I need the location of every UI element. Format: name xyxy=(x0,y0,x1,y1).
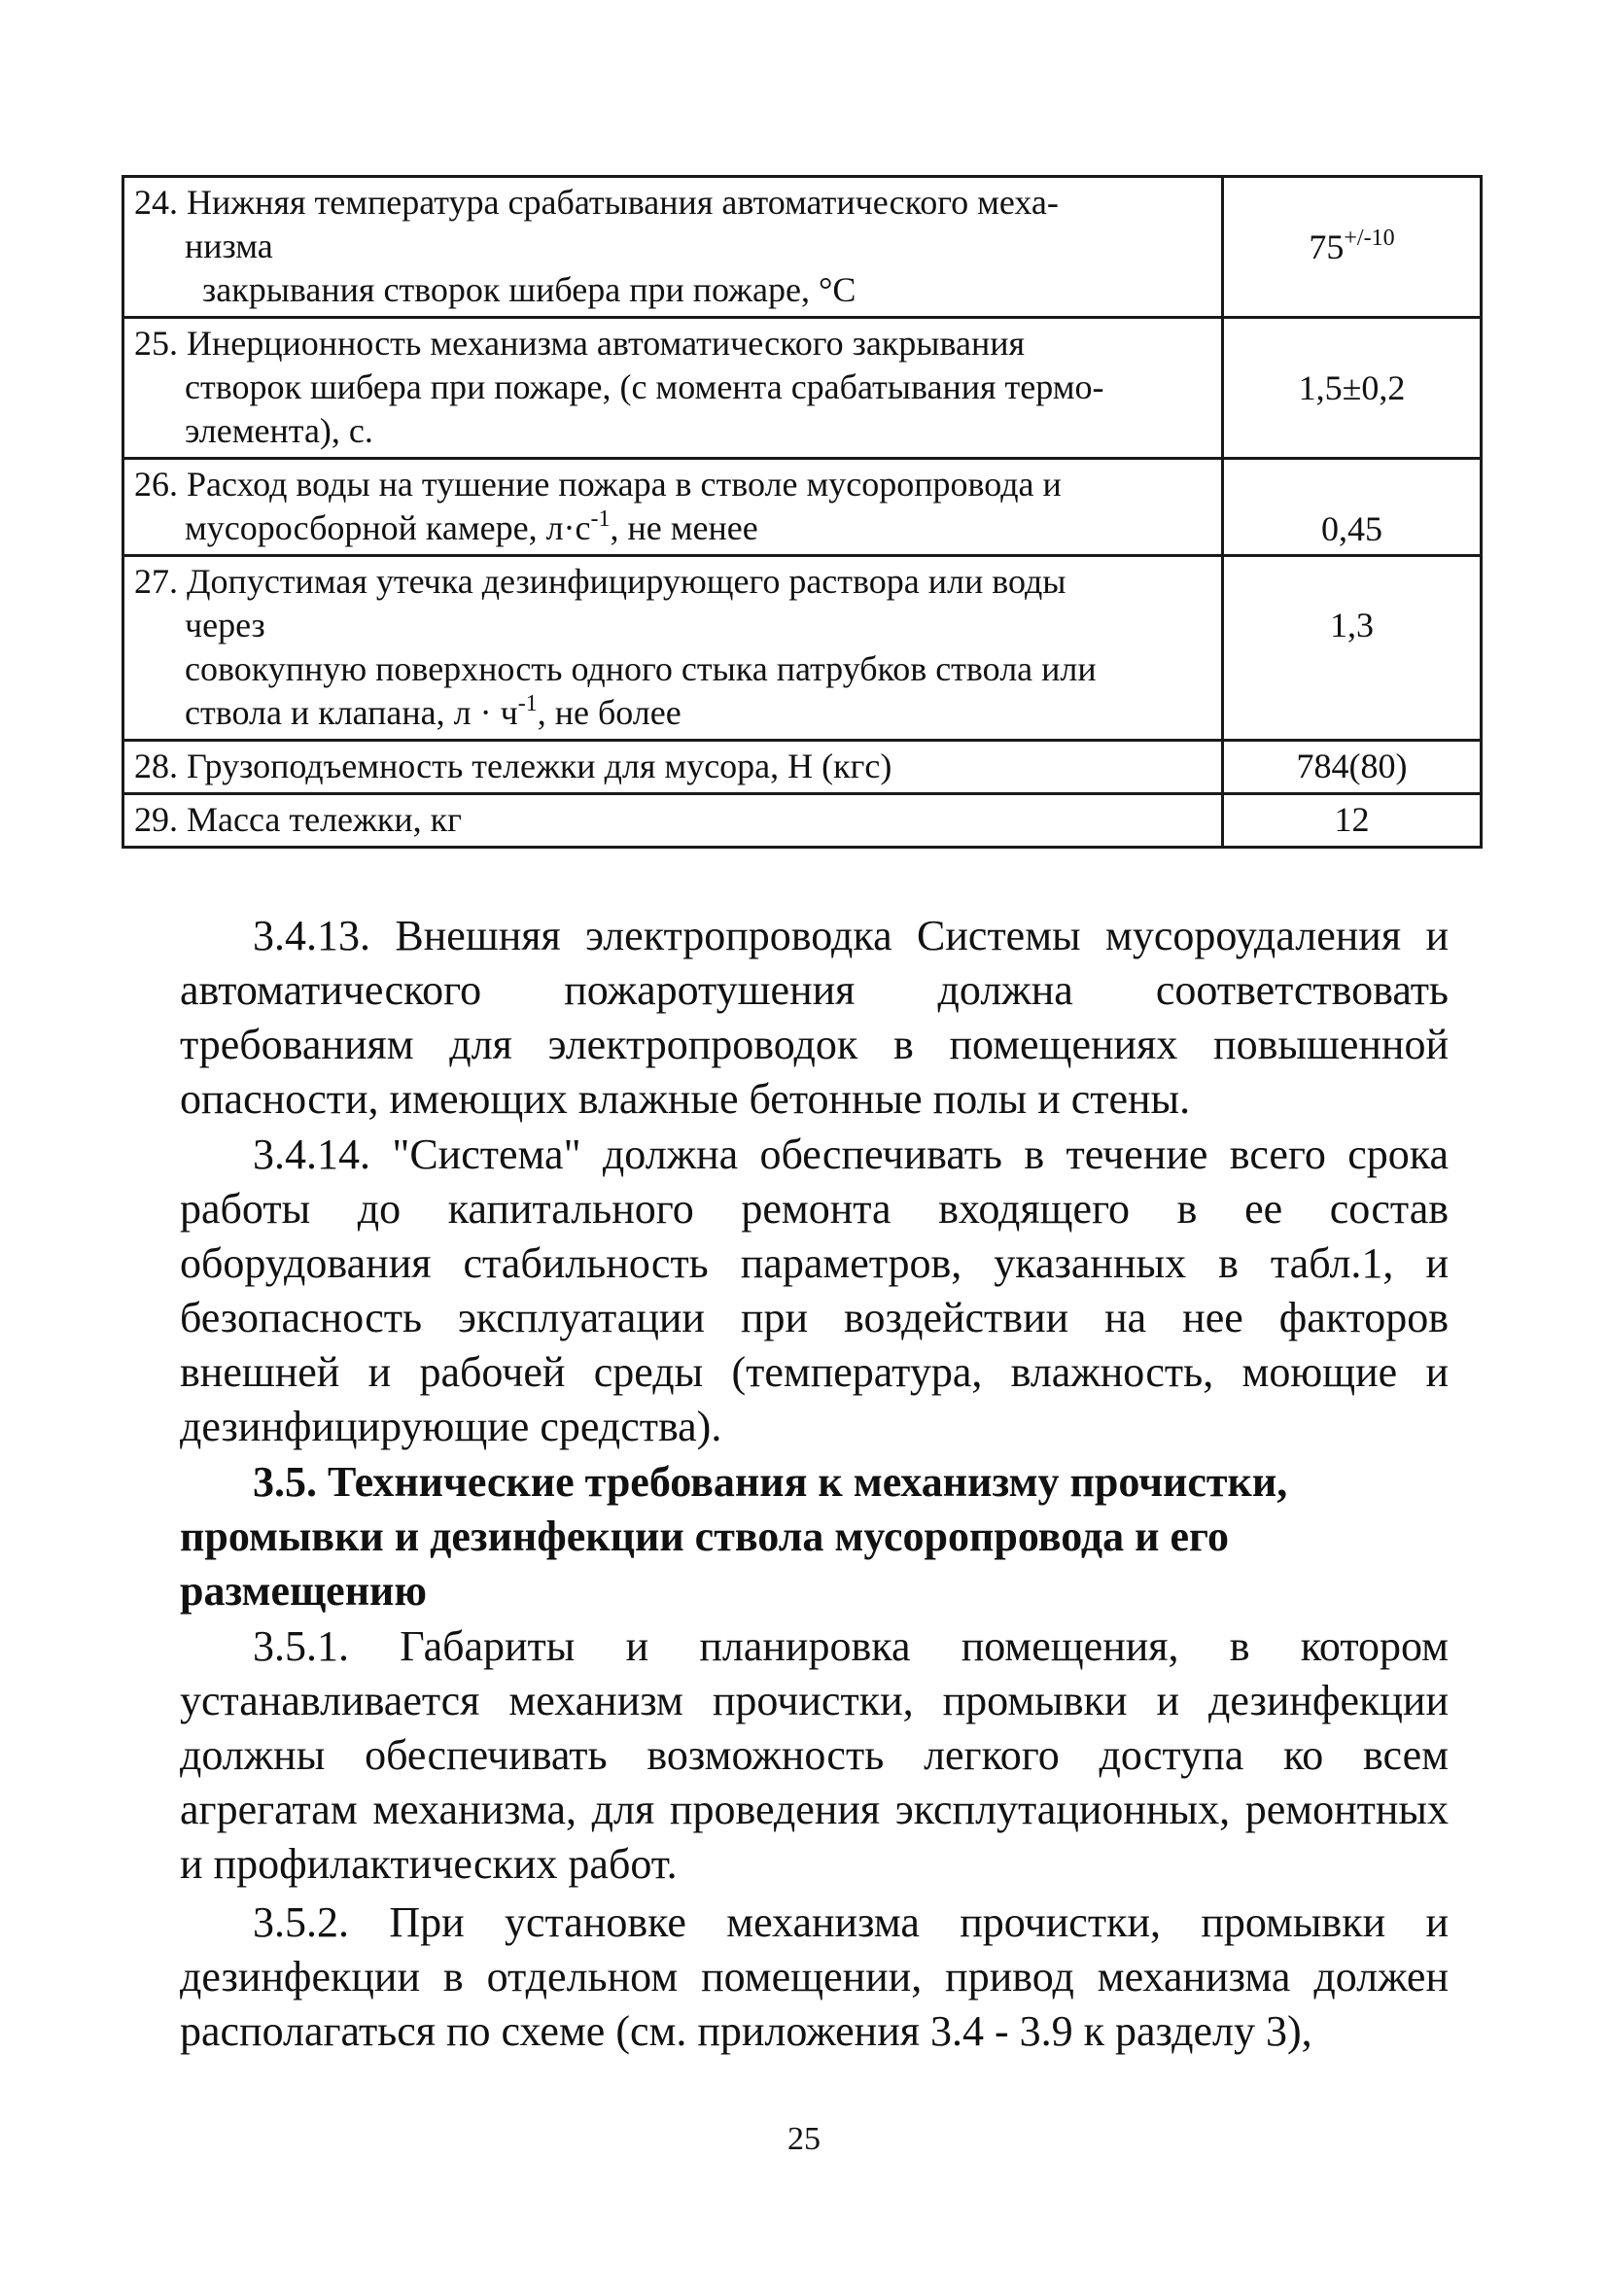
value-cell xyxy=(1223,794,1482,848)
value-cell xyxy=(1223,741,1482,794)
param-text: совокупную поверхность одного стыка патрубков ствола или xyxy=(185,649,1097,688)
value-text: 1,3 xyxy=(1330,606,1374,644)
table-row xyxy=(123,556,1482,741)
param-text: закрывания створок шибера при пожаре, °С xyxy=(202,270,856,309)
paragraph-3-4-14: 3.4.14. "Система" должна обеспечивать в течение всего срока работы до капитального ремонта входящего в ее состав оборудования стабильность параметров, указанных в табл.1, и безопасность эксплуатации при воздействии на нее факторов внешней и рабочей среды (температура, влажность, моющие и дезинфицирующие средства). xyxy=(180,1131,1449,1450)
value-cell xyxy=(1223,177,1482,318)
param-cell xyxy=(123,556,1223,741)
table-row xyxy=(123,794,1482,848)
spec-table xyxy=(122,175,1483,849)
param-text: 25. Инерционность механизма автоматического закрывания xyxy=(134,324,1026,363)
param-text: 24. Нижняя температура срабатывания автоматического меха- xyxy=(134,183,1059,222)
param-text: 29. Масса тележки, кг xyxy=(134,800,462,839)
page-number: 25 xyxy=(787,2121,821,2157)
section-heading-3-5: 3.5. Технические требования к механизму прочистки, промывки и дезинфекции ствола мусоропровода и его размещению xyxy=(180,1458,1288,1615)
table-row xyxy=(123,459,1482,556)
param-cell xyxy=(123,177,1223,318)
param-text: 26. Расход воды на тушение пожара в стволе мусоропровода и xyxy=(134,465,1062,504)
param-cell xyxy=(123,794,1223,848)
param-text: 27. Допустимая утечка дезинфицирующего раствора или воды xyxy=(134,562,1066,601)
value-text: 12 xyxy=(1334,800,1370,839)
value-cell xyxy=(1223,318,1482,459)
value-text: 75 xyxy=(1309,226,1345,266)
value-cell xyxy=(1223,459,1482,556)
param-text: 28. Грузоподъемность тележки для мусора, Н (кгс) xyxy=(134,747,892,785)
param-text: мусоросборной камере, $л\cdot с^{-1}$, не менее xyxy=(185,506,758,547)
table-row xyxy=(123,741,1482,794)
paragraph-3-5-1: 3.5.1. Габариты и планировка помещения, в котором устанавливается механизм прочистки, промывки и дезинфекции должны обеспечивать возможность легкого доступа ко всем агрегатам механизма, для проведения эксплутационных, ремонтных и профилактических работ. xyxy=(180,1622,1449,1888)
param-text: створок шибера при пожаре, (с момента срабатывания термо- xyxy=(185,367,1104,406)
param-text: низма xyxy=(185,226,273,265)
param-cell xyxy=(123,459,1223,556)
value-text: 1,5±0,2 xyxy=(1298,367,1406,407)
param-cell xyxy=(123,741,1223,794)
value-text: 0,45 xyxy=(1321,509,1382,548)
paragraph-3-5-2: 3.5.2. При установке механизма прочистки, промывки и дезинфекции в отдельном помещении, привод механизма должен располагаться по схеме (см. приложения 3.4 - 3.9 к разделу 3), xyxy=(180,1898,1449,2055)
value-superscript: +/-10 xyxy=(1344,225,1395,251)
table-row xyxy=(123,318,1482,459)
value-cell xyxy=(1223,556,1482,741)
value-text: 784(80) xyxy=(1296,747,1408,785)
table-row xyxy=(123,177,1482,318)
param-text: через xyxy=(185,606,265,644)
param-text: элемента), с. xyxy=(185,411,373,450)
param-text: ствола и клапана, $л \cdot ч^{-1}$, не более xyxy=(185,691,682,732)
paragraph-3-4-13: 3.4.13. Внешняя электропроводка Системы мусороудаления и автоматического пожаротушения должна соответствовать требованиям для электропроводок в помещениях повышенной опасности, имеющих влажные бетонные полы и стены. xyxy=(180,912,1449,1123)
param-cell xyxy=(123,318,1223,459)
